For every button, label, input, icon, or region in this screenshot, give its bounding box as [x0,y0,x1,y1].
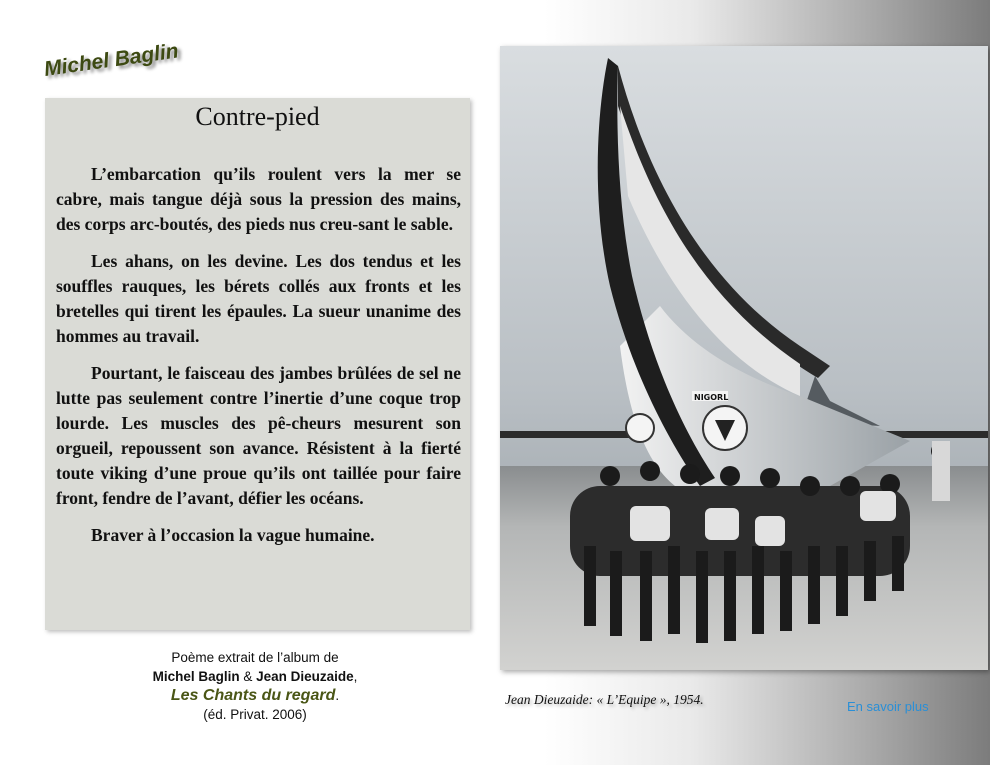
caption-authors [120,667,390,686]
caption-author-2: Jean Dieuzaide [256,669,354,684]
poem-stanza-2: Les ahans, on les devine. Les dos tendus et les souffles rauques, les bérets collés aux fronts et les bretelles qui tirent les épaules. La sueur unanime des hommes au travail. [56,251,461,346]
album-caption [120,648,390,724]
caption-album-line [120,686,390,705]
poem-body [56,162,461,560]
photo-credit: Jean Dieuzaide: « L’Equipe », 1954. [505,692,704,707]
boat-name: NIGORL [694,393,729,402]
poem-stanza-1: L’embarcation qu’ils roulent vers la mer se cabre, mais tangue déjà sous la pression des mains, des corps arc-boutés, des pieds nus creu-sant le sable. [56,164,461,234]
caption-comma: , [353,669,358,684]
caption-edition: (éd. Privat. 2006) [203,707,307,722]
boat-photo [500,46,988,670]
poem-stanza-3: Pourtant, le faisceau des jambes brûlées de sel ne lutte pas seulement contre l’inertie d’une coque trop lourde. Les muscles des pê-cheurs mesurent son orgueil, repoussent son avance. Résistent à la fierté toute viking d’une proue qu’ils ont taillée pour faire front, fendre de l’avant, défier les océans. [56,363,461,508]
caption-intro: Poème extrait de l’album de [171,650,339,665]
learn-more-link[interactable]: En savoir plus [847,699,929,714]
caption-author-1: Michel Baglin [152,669,240,684]
poem-title: Contre-pied [195,102,320,131]
caption-album-dot: . [335,688,340,703]
poem-stanza-4: Braver à l’occasion la vague humaine. [91,525,375,545]
caption-album-title: Les Chants du regard [170,687,336,704]
author-logo: Michel Baglin [42,39,180,82]
caption-ampersand: & [239,669,257,684]
poem-panel [45,98,470,630]
